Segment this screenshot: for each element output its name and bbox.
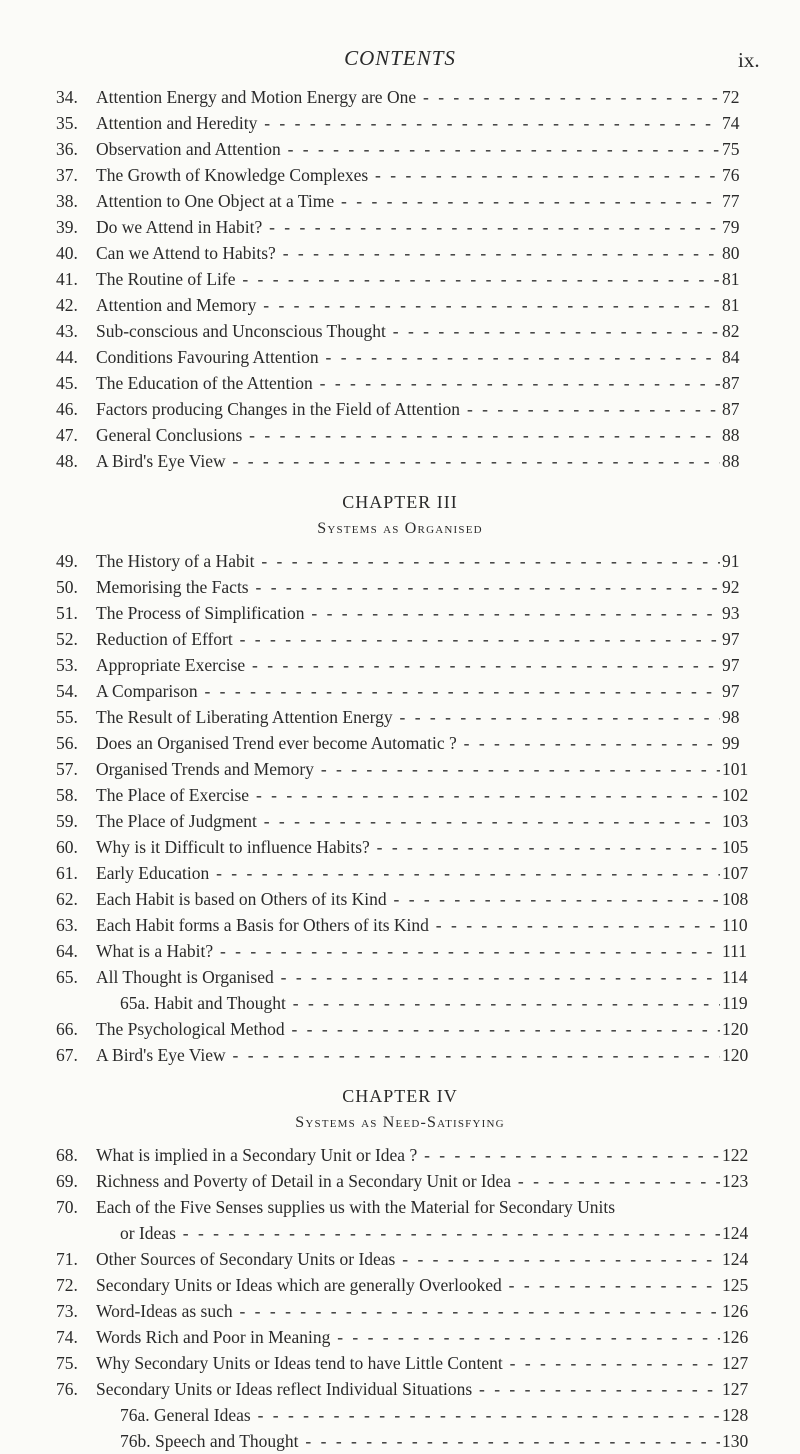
- entry-number: 38.: [56, 191, 78, 211]
- entry-title: The Education of the Attention - -: [96, 370, 720, 396]
- toc-entry: [0, 678, 800, 704]
- toc-entry: [0, 756, 800, 782]
- entry-page: 88: [722, 425, 740, 445]
- entry-number: 73.: [56, 1301, 78, 1321]
- toc-entry: [0, 396, 800, 422]
- toc-entry: [0, 1376, 800, 1402]
- entry-title: The Result of Liberating Attention Energy - -: [96, 704, 720, 730]
- entry-page: 80: [722, 243, 740, 263]
- entry-title: Attention Energy and Motion Energy are One - -: [96, 84, 720, 110]
- entry-title: Each Habit forms a Basis for Others of its Kind - -: [96, 912, 720, 938]
- entry-title: Can we Attend to Habits? - -: [96, 240, 720, 266]
- toc-entry: [0, 1168, 800, 1194]
- toc-entry: [0, 318, 800, 344]
- entry-page: 124: [722, 1223, 749, 1243]
- entry-title: Why is it Difficult to influence Habits? - -: [96, 834, 720, 860]
- entry-number: 41.: [56, 269, 78, 289]
- entry-page: 126: [722, 1327, 749, 1347]
- entry-number: 63.: [56, 915, 78, 935]
- entry-number: 75.: [56, 1353, 78, 1373]
- entry-page: 107: [722, 863, 749, 883]
- entry-page: 97: [722, 629, 740, 649]
- entry-title: General Conclusions - -: [96, 422, 720, 448]
- entry-page: 120: [722, 1045, 749, 1065]
- entry-number: 67.: [56, 1045, 78, 1065]
- entry-title: Sub-conscious and Unconscious Thought - -: [96, 318, 720, 344]
- entry-page: 102: [722, 785, 749, 805]
- entry-number: 40.: [56, 243, 78, 263]
- entry-page: 130: [722, 1431, 749, 1451]
- entry-title: The History of a Habit - -: [96, 548, 720, 574]
- toc-entry: [0, 292, 800, 318]
- entry-number: 43.: [56, 321, 78, 341]
- entry-page: 111: [722, 941, 747, 961]
- entry-page: 84: [722, 347, 740, 367]
- toc-entry: [0, 600, 800, 626]
- entry-number: 69.: [56, 1171, 78, 1191]
- entry-number: 50.: [56, 577, 78, 597]
- entry-number: 60.: [56, 837, 78, 857]
- entry-title: A Bird's Eye View - -: [96, 1042, 720, 1068]
- entry-title: Why Secondary Units or Ideas tend to have Little Content - -: [96, 1350, 720, 1376]
- entry-page: 82: [722, 321, 740, 341]
- entry-number: 47.: [56, 425, 78, 445]
- entry-page: 81: [722, 269, 740, 289]
- entry-title: 65a. Habit and Thought - -: [120, 990, 720, 1016]
- toc-entry: [0, 730, 800, 756]
- chapter-heading: CHAPTER III: [342, 492, 458, 512]
- entry-title: Organised Trends and Memory - -: [96, 756, 720, 782]
- entry-number: 66.: [56, 1019, 78, 1039]
- toc-entry: [0, 626, 800, 652]
- entry-number: 52.: [56, 629, 78, 649]
- entry-page: 87: [722, 399, 740, 419]
- entry-title: Attention to One Object at a Time - -: [96, 188, 720, 214]
- entry-title: Other Sources of Secondary Units or Ideas - -: [96, 1246, 720, 1272]
- entry-page: 105: [722, 837, 749, 857]
- entry-title: Appropriate Exercise - -: [96, 652, 720, 678]
- toc-entry: [0, 1194, 800, 1220]
- toc-entry: [0, 136, 800, 162]
- entry-page: 97: [722, 681, 740, 701]
- entry-page: 124: [722, 1249, 749, 1269]
- running-title: CONTENTS: [344, 46, 456, 70]
- toc-entry: [0, 188, 800, 214]
- toc-entry: [0, 574, 800, 600]
- entry-title: or Ideas - -: [120, 1220, 720, 1246]
- entry-page: 97: [722, 655, 740, 675]
- entry-number: 37.: [56, 165, 78, 185]
- entry-title: Word-Ideas as such - -: [96, 1298, 720, 1324]
- entry-number: 57.: [56, 759, 78, 779]
- entry-number: 65.: [56, 967, 78, 987]
- toc-entry: [0, 704, 800, 730]
- entry-page: 128: [722, 1405, 749, 1425]
- chapter-heading: CHAPTER IV: [342, 1086, 458, 1106]
- entry-number: 53.: [56, 655, 78, 675]
- toc-entry: [0, 448, 800, 474]
- toc-entry: [0, 266, 800, 292]
- entry-title: What is a Habit? - -: [96, 938, 720, 964]
- toc-entry: [0, 1016, 800, 1042]
- toc-entry: [0, 834, 800, 860]
- entry-number: 61.: [56, 863, 78, 883]
- entry-title: Words Rich and Poor in Meaning - -: [96, 1324, 720, 1350]
- entry-title: Does an Organised Trend ever become Automatic ? - -: [96, 730, 720, 756]
- entry-title: Each Habit is based on Others of its Kind - -: [96, 886, 720, 912]
- toc-entry: [0, 1324, 800, 1350]
- toc-entry: [0, 1042, 800, 1068]
- entry-number: 71.: [56, 1249, 78, 1269]
- toc-entry: [0, 162, 800, 188]
- entry-page: 127: [722, 1379, 749, 1399]
- entry-title: Memorising the Facts - -: [96, 574, 720, 600]
- toc-entry: [0, 808, 800, 834]
- toc-entry: [0, 370, 800, 396]
- entry-title: A Bird's Eye View - -: [96, 448, 720, 474]
- toc-entry: [0, 964, 800, 990]
- entry-page: 122: [722, 1145, 749, 1165]
- entry-number: 49.: [56, 551, 78, 571]
- entry-page: 99: [722, 733, 740, 753]
- entry-number: 56.: [56, 733, 78, 753]
- entry-page: 127: [722, 1353, 749, 1373]
- entry-title: Reduction of Effort - -: [96, 626, 720, 652]
- entry-page: 88: [722, 451, 740, 471]
- entry-number: 55.: [56, 707, 78, 727]
- entry-page: 126: [722, 1301, 749, 1321]
- entry-number: 58.: [56, 785, 78, 805]
- entry-title: All Thought is Organised - -: [96, 964, 720, 990]
- entry-page: 81: [722, 295, 740, 315]
- entry-title: The Place of Exercise - -: [96, 782, 720, 808]
- entry-number: 51.: [56, 603, 78, 623]
- toc-entry: [0, 84, 800, 110]
- toc-entry: [0, 886, 800, 912]
- entry-page: 75: [722, 139, 740, 159]
- toc-entry: [0, 344, 800, 370]
- entry-number: 36.: [56, 139, 78, 159]
- entry-page: 110: [722, 915, 748, 935]
- entry-number: 74.: [56, 1327, 78, 1347]
- entry-page: 101: [722, 759, 749, 779]
- entry-number: 44.: [56, 347, 78, 367]
- entry-number: 76.: [56, 1379, 78, 1399]
- entry-page: 92: [722, 577, 740, 597]
- toc-entry: [0, 652, 800, 678]
- entry-title: Richness and Poverty of Detail in a Secondary Unit or Idea - -: [96, 1168, 720, 1194]
- entry-number: 35.: [56, 113, 78, 133]
- entry-title: The Place of Judgment - -: [96, 808, 720, 834]
- entry-title: Factors producing Changes in the Field of Attention - -: [96, 396, 720, 422]
- entry-page: 114: [722, 967, 748, 987]
- entry-page: 74: [722, 113, 740, 133]
- entry-number: 39.: [56, 217, 78, 237]
- entry-number: 62.: [56, 889, 78, 909]
- entry-page: 77: [722, 191, 740, 211]
- entry-page: 93: [722, 603, 740, 623]
- entry-page: 125: [722, 1275, 749, 1295]
- entry-title: The Routine of Life - -: [96, 266, 720, 292]
- toc-entry: [0, 214, 800, 240]
- toc-entry: [0, 1350, 800, 1376]
- page-header: [0, 0, 800, 88]
- toc-entry: [0, 860, 800, 886]
- entry-title: Secondary Units or Ideas which are generally Overlooked - -: [96, 1272, 720, 1298]
- entry-page: 119: [722, 993, 748, 1013]
- entry-number: 45.: [56, 373, 78, 393]
- entry-title: Early Education - -: [96, 860, 720, 886]
- toc-entry: [0, 1142, 800, 1168]
- toc-entry: [0, 1428, 800, 1454]
- entry-number: 46.: [56, 399, 78, 419]
- entry-title: Attention and Memory - -: [96, 292, 720, 318]
- entry-title: 76b. Speech and Thought - -: [120, 1428, 720, 1454]
- entry-page: 120: [722, 1019, 749, 1039]
- entry-title: Attention and Heredity - -: [96, 110, 720, 136]
- entry-page: 123: [722, 1171, 749, 1191]
- entry-page: 76: [722, 165, 740, 185]
- toc-entry: [0, 240, 800, 266]
- entry-number: 72.: [56, 1275, 78, 1295]
- entry-page: 98: [722, 707, 740, 727]
- chapter-subtitle: Systems as Need-Satisfying: [295, 1114, 505, 1131]
- entry-page: 108: [722, 889, 749, 909]
- toc-entry: [0, 110, 800, 136]
- toc-entry: [0, 422, 800, 448]
- toc-entry: [0, 782, 800, 808]
- entry-title: Each of the Five Senses supplies us with the Material for Secondary Units: [96, 1197, 616, 1217]
- entry-title: Conditions Favouring Attention - -: [96, 344, 720, 370]
- entry-number: 54.: [56, 681, 78, 701]
- entry-page: 72: [722, 87, 740, 107]
- entry-number: 59.: [56, 811, 78, 831]
- entry-title: The Growth of Knowledge Complexes - -: [96, 162, 720, 188]
- entry-page: 79: [722, 217, 740, 237]
- entry-title: A Comparison - -: [96, 678, 720, 704]
- toc-entry: [0, 990, 800, 1016]
- entry-number: 48.: [56, 451, 78, 471]
- entry-page: 91: [722, 551, 740, 571]
- entry-number: 68.: [56, 1145, 78, 1165]
- entry-title: The Process of Simplification - -: [96, 600, 720, 626]
- entry-number: 42.: [56, 295, 78, 315]
- toc-entry: [0, 938, 800, 964]
- chapter-subtitle: Systems as Organised: [317, 520, 483, 537]
- entry-page: 87: [722, 373, 740, 393]
- toc-entry: [0, 1272, 800, 1298]
- page-number: ix.: [738, 48, 760, 72]
- toc-entry: [0, 1402, 800, 1428]
- entry-title: 76a. General Ideas - -: [120, 1402, 720, 1428]
- entry-title: The Psychological Method - -: [96, 1016, 720, 1042]
- entry-number: 34.: [56, 87, 78, 107]
- entry-title: Do we Attend in Habit? - -: [96, 214, 720, 240]
- entry-page: 103: [722, 811, 749, 831]
- entry-number: 70.: [56, 1197, 78, 1217]
- table-of-contents: [0, 84, 800, 1454]
- toc-entry: [0, 1246, 800, 1272]
- toc-entry: [0, 1220, 800, 1246]
- entry-title: Observation and Attention - -: [96, 136, 720, 162]
- toc-entry: [0, 912, 800, 938]
- toc-entry: [0, 1298, 800, 1324]
- entry-title: What is implied in a Secondary Unit or Idea ? - -: [96, 1142, 720, 1168]
- toc-entry: [0, 548, 800, 574]
- entry-title: Secondary Units or Ideas reflect Individual Situations - -: [96, 1376, 720, 1402]
- entry-number: 64.: [56, 941, 78, 961]
